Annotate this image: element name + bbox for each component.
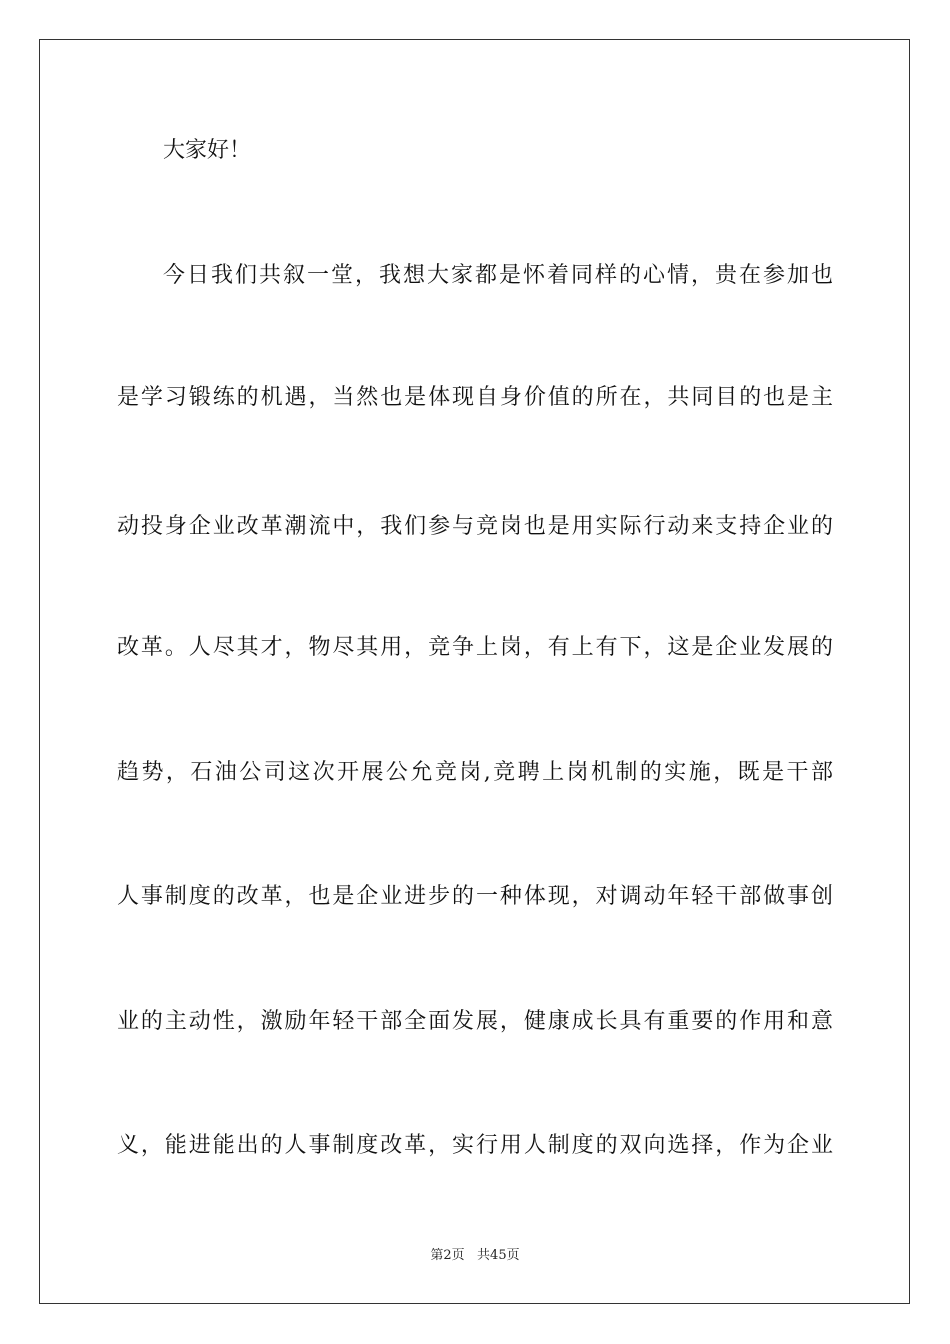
paragraph-line: 业的主动性，激励年轻干部全面发展，健康成长具有重要的作用和意: [117, 1009, 833, 1034]
paragraph-line: 是学习锻练的机遇，当然也是体现自身价值的所在，共同目的也是主: [117, 385, 833, 410]
paragraph-line: 动投身企业改革潮流中，我们参与竞岗也是用实际行动来支持企业的: [117, 514, 833, 539]
paragraph-line: 今日我们共叙一堂，我想大家都是怀着同样的心情，贵在参加也: [163, 263, 833, 288]
greeting-line: 大家好！: [163, 138, 252, 163]
paragraph-line: 改革。人尽其才，物尽其用，竞争上岗，有上有下，这是企业发展的: [117, 635, 833, 660]
paragraph-line: 人事制度的改革，也是企业进步的一种体现，对调动年轻干部做事创: [117, 884, 833, 909]
paragraph-line: 义，能进能出的人事制度改革，实行用人制度的双向选择，作为企业: [117, 1133, 833, 1158]
page-number-footer: 第2页 共45页: [430, 1248, 520, 1263]
paragraph-line: 趋势，石油公司这次开展公允竞岗,竞聘上岗机制的实施，既是干部: [117, 760, 833, 785]
page-border: [39, 39, 910, 1304]
